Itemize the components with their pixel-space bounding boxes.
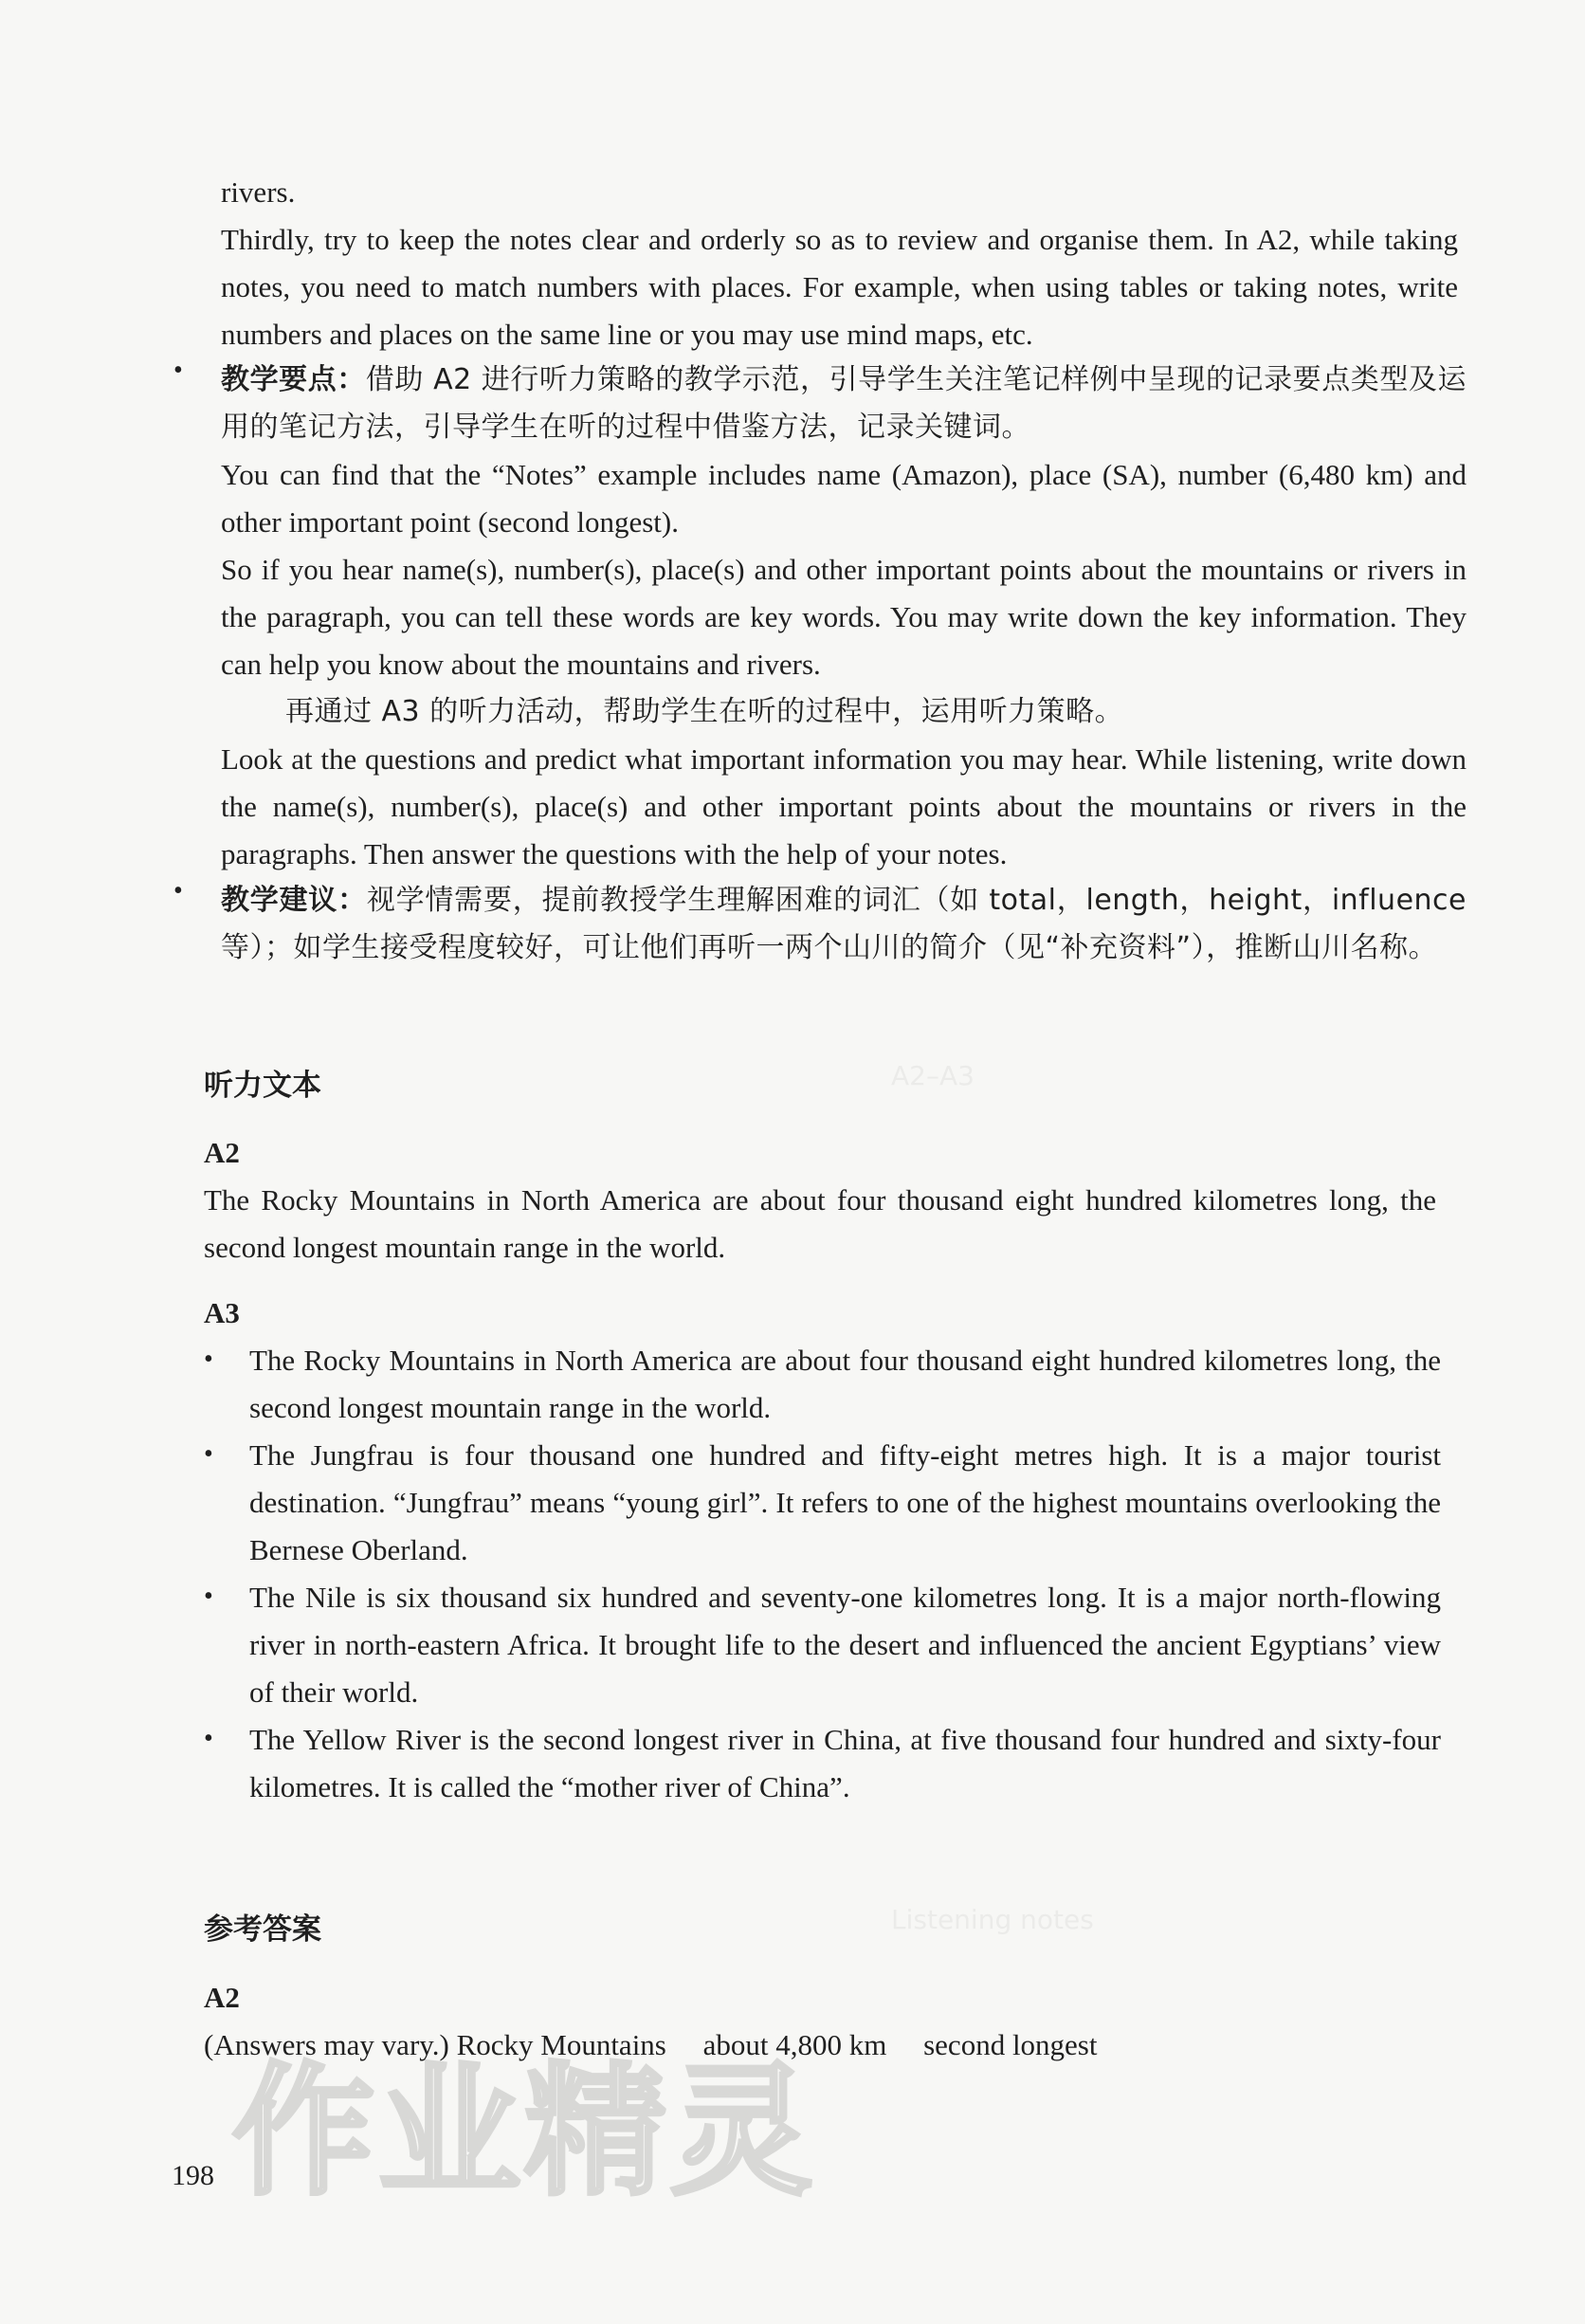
teaching-points-en-1: You can find that the “Notes” example includes name (Amazon), place (SA), number (6,480 km) and other important point (second longest).	[221, 458, 1467, 539]
svg-text:作业精灵: 作业精灵	[232, 2050, 817, 2215]
teaching-points-cn	[221, 357, 1467, 451]
show-through-text: A2–A3	[891, 1060, 975, 1091]
teaching-points-en-2: So if you hear name(s), number(s), place(s) and other important points about the mountains or rivers in the paragraph, you can tell these words are key words. You may write down the key information. They can help you know about the mountains and rivers.	[221, 553, 1467, 681]
teaching-points-section	[173, 357, 1467, 878]
answers-heading: 参考答案	[204, 1912, 321, 1947]
listening-text-heading: 听力文本	[204, 1069, 321, 1103]
listening-a3-item: • The Jungfrau is four thousand one hundred and fifty-eight metres high. It is a major tourist destination. “Jungfrau” means “young girl”. It refers to one of the highest mountains overlooking the Bernese Oberland.	[204, 1432, 1441, 1574]
answers-a2-text: (Answers may vary.) Rocky Mountains about 4,800 km second longest	[204, 2028, 1098, 2061]
teaching-points-cn-2: 再通过 A3 的听力活动，帮助学生在听的过程中，运用听力策略。	[285, 695, 1124, 728]
teaching-points-bullet	[173, 357, 1467, 878]
intro-section	[221, 169, 1458, 358]
teaching-suggestions-label: 教学建议：	[221, 884, 367, 917]
teaching-suggestions-bullet	[173, 877, 1467, 972]
listening-a3-item: • The Yellow River is the second longest river in China, at five thousand four hundred and sixty-four kilometres. It is called the “mother river of China”.	[204, 1716, 1441, 1811]
show-through-text: Listening notes	[891, 1904, 1094, 1935]
intro-line: rivers.	[221, 175, 296, 209]
listening-a2-text: The Rocky Mountains in North America are about four thousand eight hundred kilometres long, the second longest mountain range in the world.	[204, 1183, 1436, 1264]
teaching-suggestions-text: 视学情需要，提前教授学生理解困难的词汇（如 total，length，height，influence 等）；如学生接受程度较好，可让他们再听一两个山川的简介（见“补充资料”），推断山川名称。	[221, 884, 1467, 964]
teaching-points-text: 借助 A2 进行听力策略的教学示范，引导学生关注笔记样例中呈现的记录要点类型及运用的笔记方法，引导学生在听的过程中借鉴方法，记录关键词。	[221, 363, 1467, 444]
intro-paragraph: Thirdly, try to keep the notes clear and orderly so as to review and organise them. In A2, while taking notes, you need to match numbers with places. For example, when using tables or taking notes, write numbers and places on the same line or you may use mind maps, etc.	[221, 223, 1458, 351]
listening-a3-list	[204, 1337, 1441, 1811]
answers-a2-label: A2	[204, 1981, 240, 2014]
listening-a3-label: A3	[204, 1296, 240, 1329]
listening-a2-label: A2	[204, 1136, 240, 1169]
teaching-suggestions-section	[173, 877, 1467, 972]
teaching-points-label: 教学要点：	[221, 363, 366, 396]
teaching-points-en-3: Look at the questions and predict what important information you may hear. While listening, write down the name(s), number(s), place(s) and other important points about the mountains or rivers in the paragraphs. Then answer the questions with the help of your notes.	[221, 742, 1467, 870]
teaching-suggestions-text-block	[221, 877, 1467, 972]
listening-a3-item: • The Rocky Mountains in North America are about four thousand eight hundred kilometres long, the second longest mountain range in the world.	[204, 1337, 1441, 1432]
listening-a3-item: • The Nile is six thousand six hundred and seventy-one kilometres long. It is a major north-flowing river in north-eastern Africa. It brought life to the desert and influenced the ancient Egyptians’ view of their world.	[204, 1574, 1441, 1716]
page-number: 198	[172, 2160, 214, 2191]
